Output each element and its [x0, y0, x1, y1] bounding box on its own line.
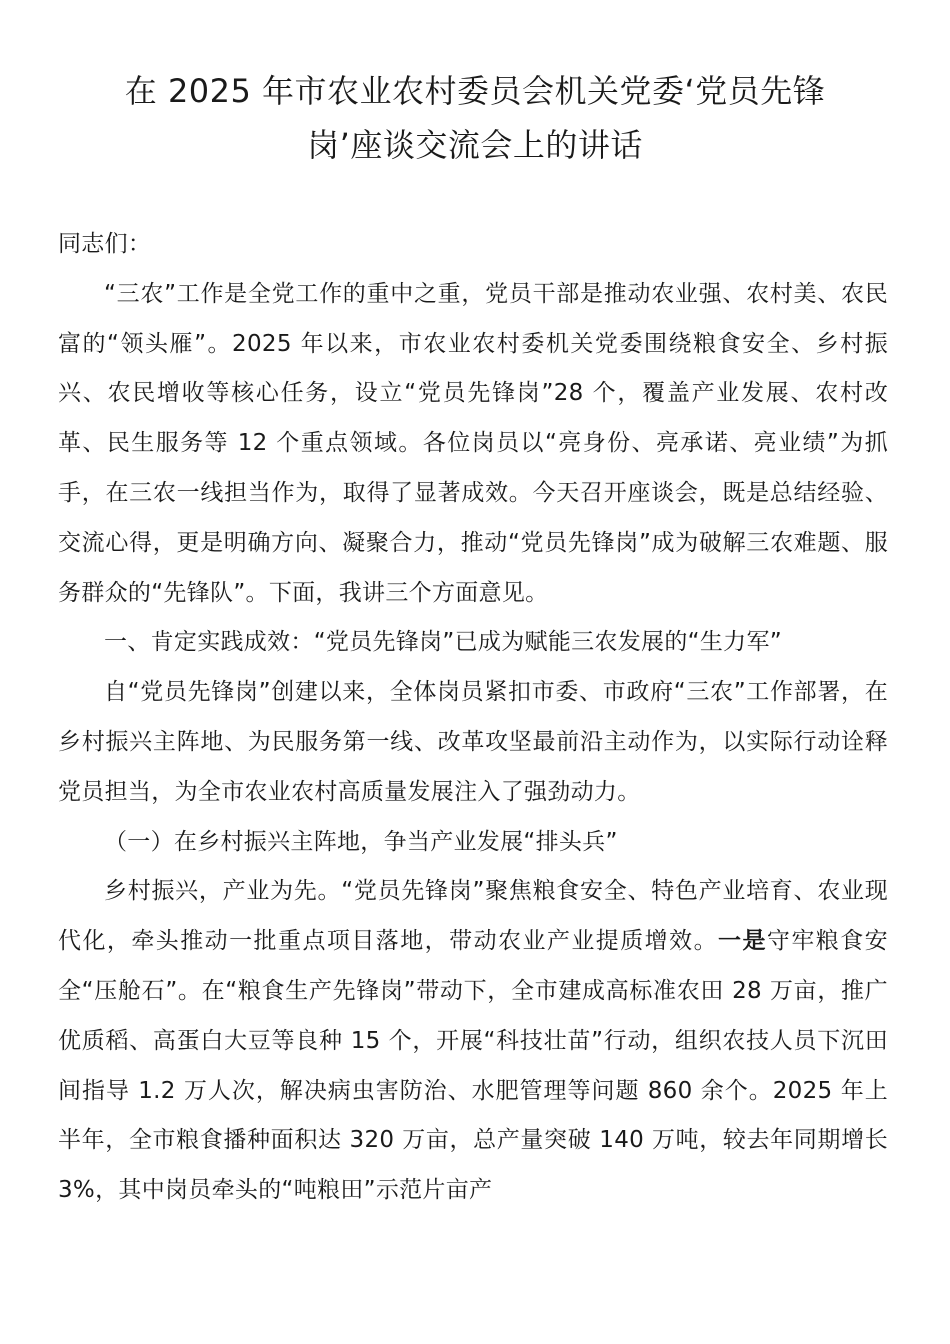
title-line-2: 岗’座谈交流会上的讲话	[307, 126, 643, 164]
salutation: 同志们：	[58, 231, 152, 257]
subsection-1-paragraph	[58, 867, 888, 1216]
subsection-heading-1: （一）在乡村振兴主阵地，争当产业发展“排头兵”	[104, 828, 618, 855]
section-1-paragraph: 自“党员先锋岗”创建以来，全体岗员紧扣市委、市政府“三农”工作部署，在乡村振兴主阵地、为民服务第一线、改革攻坚最前沿主动作为，以实际行动诠释党员担当，为全市农业农村高质量发展注入了强劲动力。	[58, 679, 888, 805]
section-heading-1: 一、肯定实践成效：“党员先锋岗”已成为赋能三农发展的“生力军”	[104, 629, 782, 656]
speech-body	[58, 220, 888, 1216]
emphasis-label: 一是	[718, 928, 767, 955]
page-title	[60, 64, 890, 172]
paragraph-text-rest: 守牢粮食安全“压舱石”。在“粮食生产先锋岗”带动下，全市建成高标准农田 28 万亩，推广优质稻、高蛋白大豆等良种 15 个，开展“科技壮苗”行动，组织农技人员下沉田间指导 1.2 万人次，解决病虫害防治、水肥管理等问题 860 余个。2025 年上半年，全市粮食播种面积达 320 万亩，总产量突破 140 万吨，较去年同期增长 3%，其中岗员牵头的“吨粮田”示范片亩产	[58, 928, 888, 1204]
intro-paragraph: “三农”工作是全党工作的重中之重，党员干部是推动农业强、农村美、农民富的“领头雁”。2025 年以来，市农业农村委机关党委围绕粮食安全、乡村振兴、农民增收等核心任务，设立“党员先锋岗”28 个，覆盖产业发展、农村改革、民生服务等 12 个重点领域。各位岗员以“亮身份、亮承诺、亮业绩”为抓手，在三农一线担当作为，取得了显著成效。今天召开座谈会，既是总结经验、交流心得，更是明确方向、凝聚合力，推动“党员先锋岗”成为破解三农难题、服务群众的“先锋队”。下面，我讲三个方面意见。	[58, 280, 888, 606]
paragraph-text-lead: 乡村振兴，产业为先。“党员先锋岗”聚焦粮食安全、特色产业培育、农业现代化，牵头推动一批重点项目落地，带动农业产业提质增效。	[58, 878, 888, 955]
title-line-1: 在 2025 年市农业农村委员会机关党委‘党员先锋	[124, 72, 826, 110]
